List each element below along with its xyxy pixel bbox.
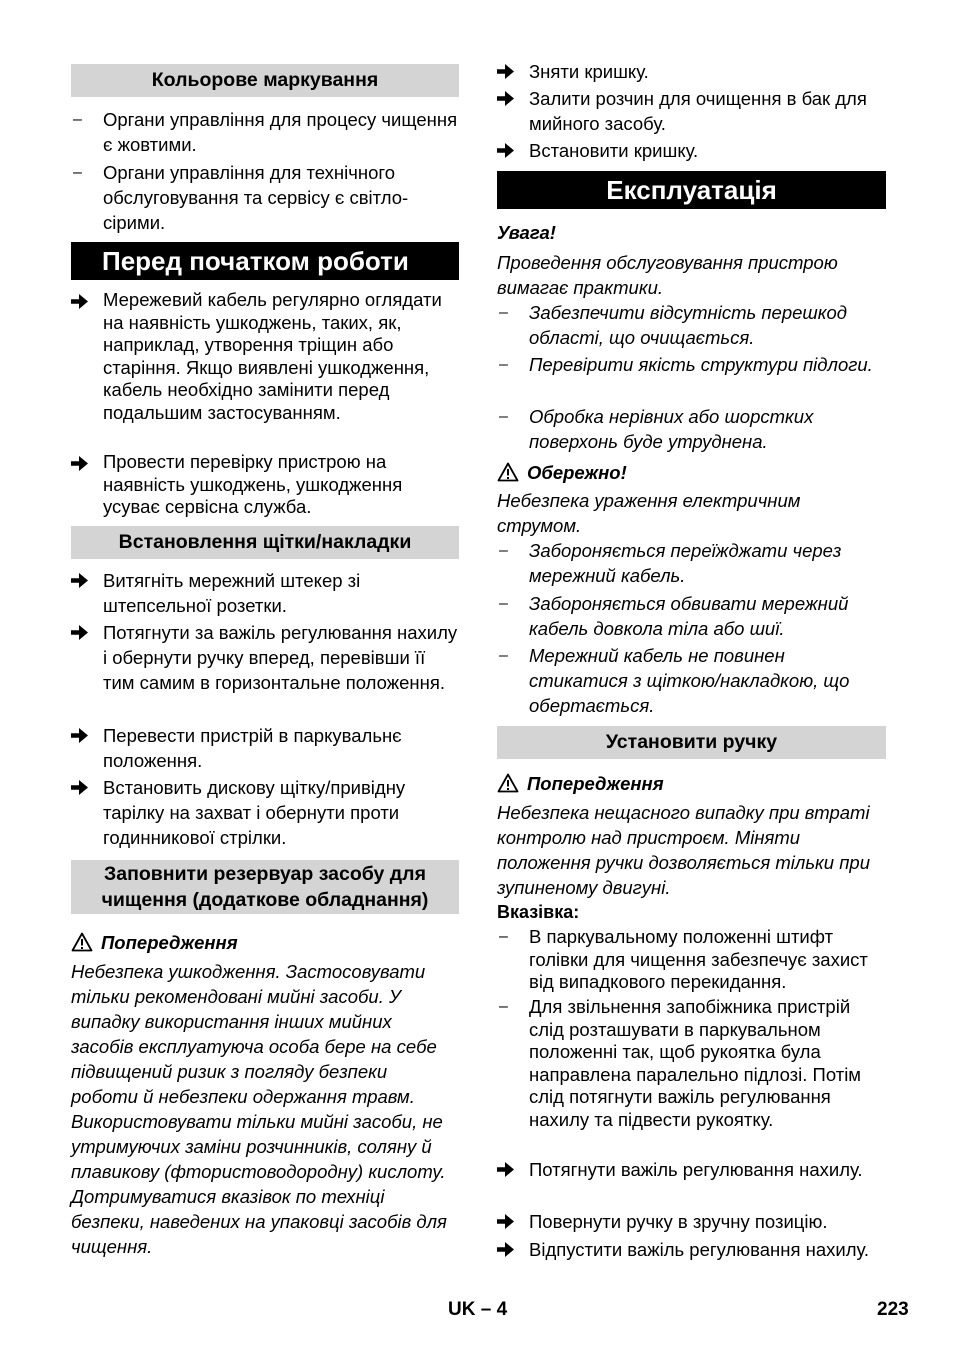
dash-marker: –	[73, 164, 82, 181]
list-item: Повернути ручку в зручну позицію.	[497, 1209, 886, 1234]
warning-triangle-icon	[497, 462, 519, 482]
arrow-right-icon	[497, 142, 514, 159]
note-heading: Вказівка:	[497, 902, 580, 922]
list-item: Мережевий кабель регулярно оглядати на наявність ушкоджень, таких, як, наприклад, утворення тріщин або старіння. Якщо виявлені ушкодження, кабель необхідно замінити перед подальшим застосуванням.	[71, 289, 459, 424]
warning-heading: Попередження	[71, 930, 459, 955]
list-item: Перевести пристрій в паркувальнє положення.	[71, 723, 459, 773]
list-item: – Органи управління для технічного обслуговування та сервісу є світло-сірими.	[73, 162, 409, 233]
handle-warning-heading: Попередження	[497, 771, 886, 796]
list-item: Провести перевірку пристрою на наявність ушкоджень, ушкодження усуває сервісна служба.	[71, 451, 459, 519]
section-heading-brush-install: Встановлення щітки/накладки	[71, 526, 459, 559]
list-item: – Забороняється переїжджати через мережний кабель.	[499, 540, 842, 586]
page-number: 223	[877, 1299, 909, 1320]
section-heading-before-start: Перед початком роботи	[71, 242, 459, 280]
list-item: Встановить дискову щітку/привідну тарілку на захват і обернути проти годинникової стрілки.	[71, 775, 459, 850]
list-item: Встановити кришку.	[497, 138, 886, 163]
list-item: – Обробка нерівних або шорстких поверхонь буде утруднена.	[499, 406, 814, 452]
list-item: Витягніть мережний штекер зі штепсельної розетки.	[71, 568, 459, 618]
arrow-right-icon	[71, 779, 88, 796]
dash-marker: –	[499, 356, 508, 373]
warning-triangle-icon	[71, 932, 93, 952]
arrow-right-icon	[71, 293, 88, 310]
list-item: – Забезпечити відсутність перешкод області, що очищається.	[499, 302, 848, 348]
arrow-right-icon	[497, 63, 514, 80]
list-item: – Для звільнення запобіжника пристрій слід розташувати в паркувальном положенні так, щоб рукоятка була направлена паралельно підлозі. Потім слід потягнути важіль регулювання нахилу та підвести рукоятку.	[499, 996, 862, 1130]
list-item: Відпустити важіль регулювання нахилу.	[497, 1237, 886, 1262]
warning-triangle-icon	[497, 773, 519, 793]
caution-text: Небезпека ураження електричним струмом.	[497, 490, 801, 536]
arrow-right-icon	[71, 572, 88, 589]
arrow-right-icon	[71, 624, 88, 641]
list-item: Залити розчин для очищення в бак для мийного засобу.	[497, 86, 886, 136]
section-heading-fill-tank: Заповнити резервуар засобу для чищення (додаткове обладнання)	[71, 860, 459, 914]
dash-marker: –	[499, 647, 508, 664]
dash-marker: –	[499, 998, 508, 1015]
arrow-right-icon	[71, 727, 88, 744]
dash-marker: –	[499, 928, 508, 945]
arrow-right-icon	[71, 455, 88, 472]
dash-marker: –	[499, 595, 508, 612]
arrow-right-icon	[497, 1213, 514, 1230]
attention-text: Проведення обслуговування пристрою вимагає практики.	[497, 252, 838, 298]
list-item: Зняти кришку.	[497, 59, 886, 84]
page-code: UK – 4	[448, 1299, 508, 1320]
section-heading-color-marking: Кольорове маркування	[71, 64, 459, 97]
list-item: Потягнути за важіль регулювання нахилу і обернути ручку вперед, перевівши її тим самим в горизонтальне положення.	[71, 620, 459, 695]
arrow-right-icon	[497, 1161, 514, 1178]
dash-marker: –	[499, 542, 508, 559]
section-heading-install-handle: Установити ручку	[497, 726, 886, 759]
list-item: Потягнути важіль регулювання нахилу.	[497, 1157, 886, 1182]
list-item: – Забороняється обвивати мережний кабель довкола тіла або шиї.	[499, 593, 849, 639]
caution-heading: Обережно!	[497, 460, 886, 485]
dash-marker: –	[499, 408, 508, 425]
dash-marker: –	[73, 111, 82, 128]
arrow-right-icon	[497, 1241, 514, 1258]
warning-text: Небезпека ушкодження. Застосовувати тільки рекомендовані мийні засоби. У випадку використання інших мийних засобів експлуатуюча особа бере на себе підвищений ризик з погляду безпеки роботи й небезпеки одержання травм. Використовувати тільки мийні засоби, не утримуючих заміни розчинників, соляну й плавикову (фтористоводородну) кислоту. Дотримуватися вказівок по техніці безпеки, наведених на упаковці засобів для чищення.	[71, 961, 447, 1257]
list-item: – Мережний кабель не повинен стикатися з щіткою/накладкою, що обертається.	[499, 645, 850, 716]
handle-warning-text: Небезпека нещасного випадку при втраті контролю над пристроєм. Міняти положення ручки дозволяється тільки при зупиненому двигуні.	[497, 802, 870, 898]
list-item: – В паркувальному положенні штифт голівки для чищення забезпечує захист від випадкового перекидання.	[499, 926, 868, 992]
attention-heading: Увага!	[497, 222, 556, 243]
list-item: – Перевірити якість структури підлоги.	[499, 354, 873, 375]
section-heading-operation: Експлуатація	[497, 171, 886, 209]
list-item: – Органи управління для процесу чищення є жовтими.	[73, 109, 458, 155]
dash-marker: –	[499, 304, 508, 321]
arrow-right-icon	[497, 90, 514, 107]
